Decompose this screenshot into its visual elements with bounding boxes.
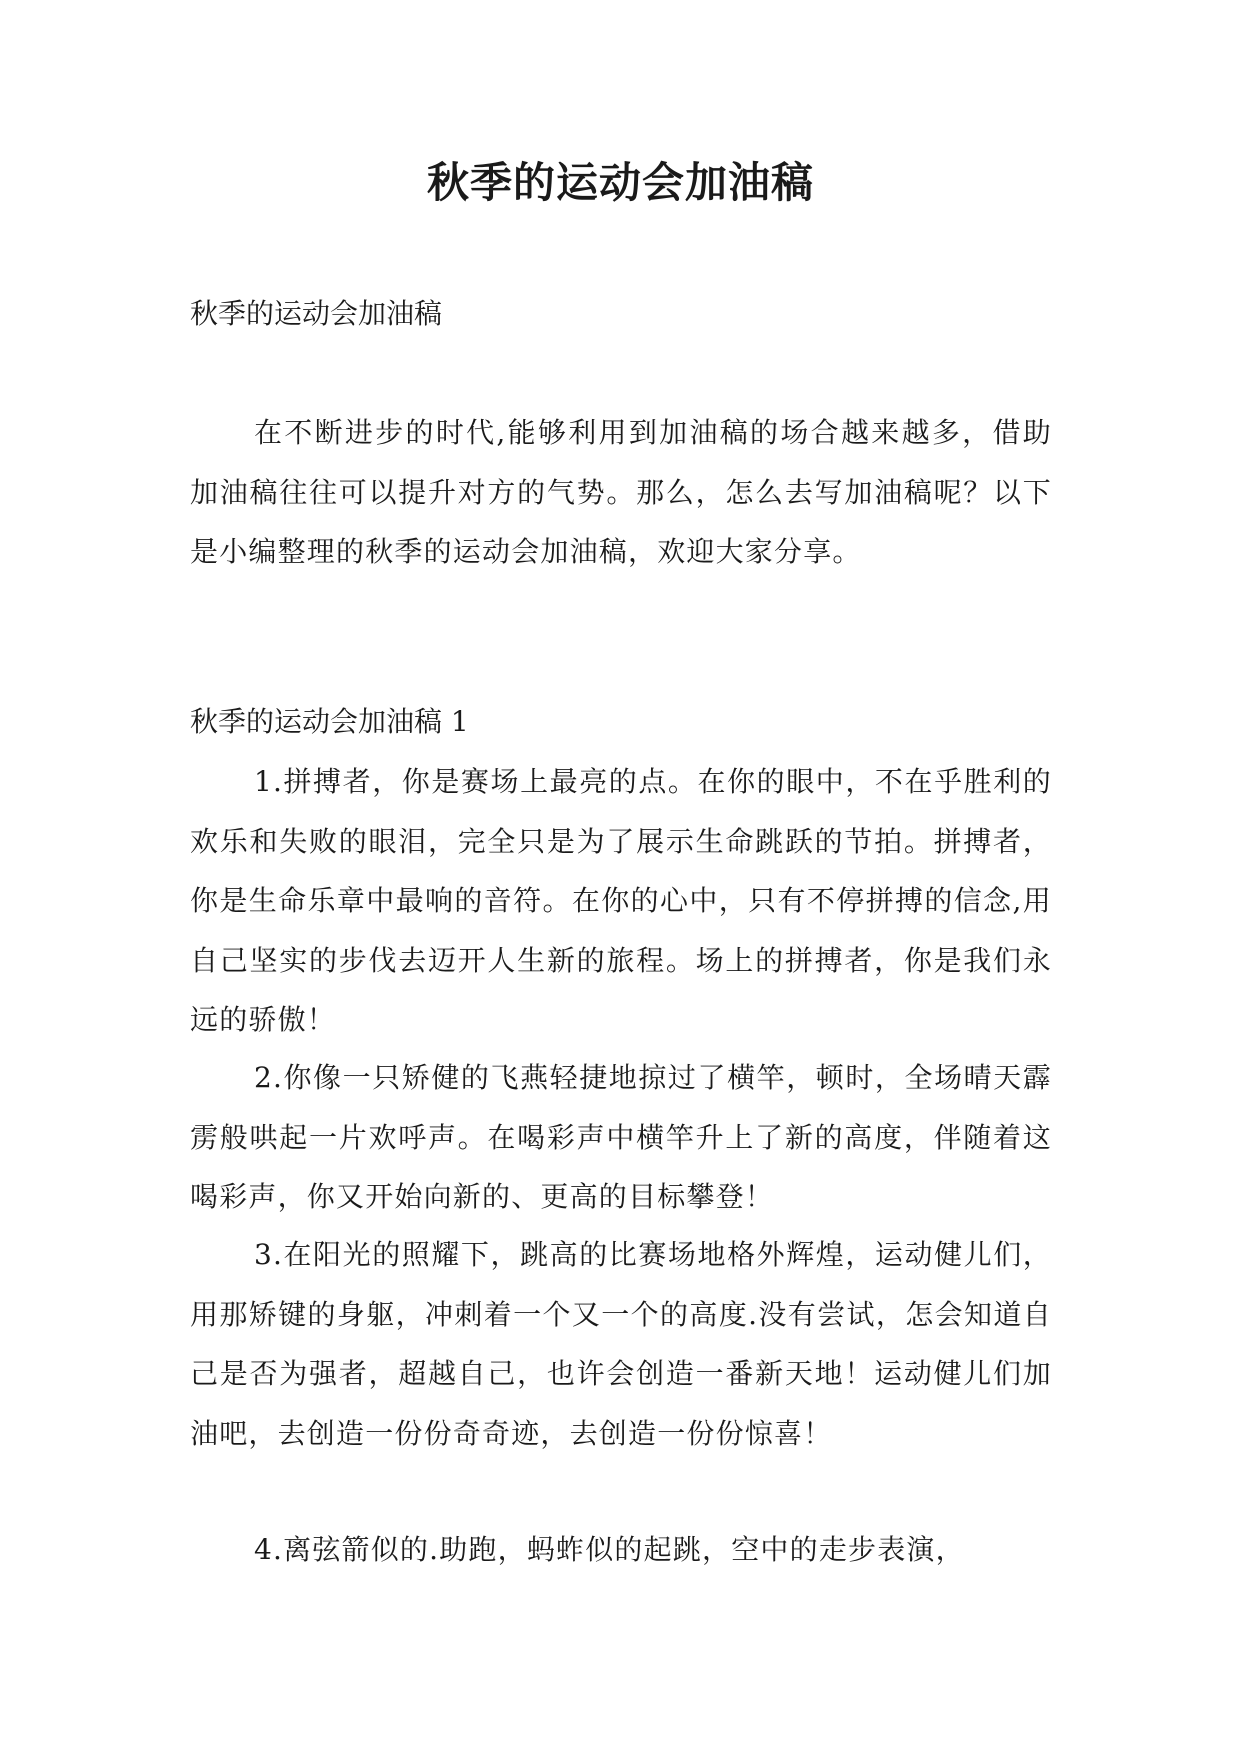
document-title: 秋季的运动会加油稿	[426, 158, 814, 207]
section-heading: 秋季的运动会加油稿 1	[190, 705, 469, 738]
list-item: 1.拼搏者，你是赛场上最亮的点。在你的眼中，不在乎胜利的欢乐和失败的眼泪，完全只是为了展示生命跳跃的节拍。拼搏者，你是生命乐章中最响的音符。在你的心中，只有不停拼搏的信念,用自己坚实的步伐去迈开人生新的旅程。场上的拼搏者，你是我们永远的骄傲！	[190, 765, 1052, 1036]
list-item: 3.在阳光的照耀下，跳高的比赛场地格外辉煌，运动健儿们，用那矫键的身躯，冲刺着一个又一个的高度.没有尝试，怎会知道自己是否为强者，超越自己，也许会创造一番新天地！运动健儿们加油吧，去创造一份份奇奇迹，去创造一份份惊喜！	[190, 1238, 1052, 1450]
intro-paragraph: 在不断进步的时代,能够利用到加油稿的场合越来越多，借助加油稿往往可以提升对方的气势。那么，怎么去写加油稿呢？以下是小编整理的秋季的运动会加油稿，欢迎大家分享。	[190, 416, 1052, 568]
list-item: 4.离弦箭似的.助跑，蚂蚱似的起跳，空中的走步表演，	[254, 1533, 965, 1566]
list-item: 2.你像一只矫健的飞燕轻捷地掠过了横竿，顿时，全场晴天霹雳般哄起一片欢呼声。在喝彩声中横竿升上了新的高度，伴随着这喝彩声，你又开始向新的、更高的目标攀登！	[190, 1061, 1052, 1213]
document-subtitle: 秋季的运动会加油稿	[190, 297, 443, 330]
